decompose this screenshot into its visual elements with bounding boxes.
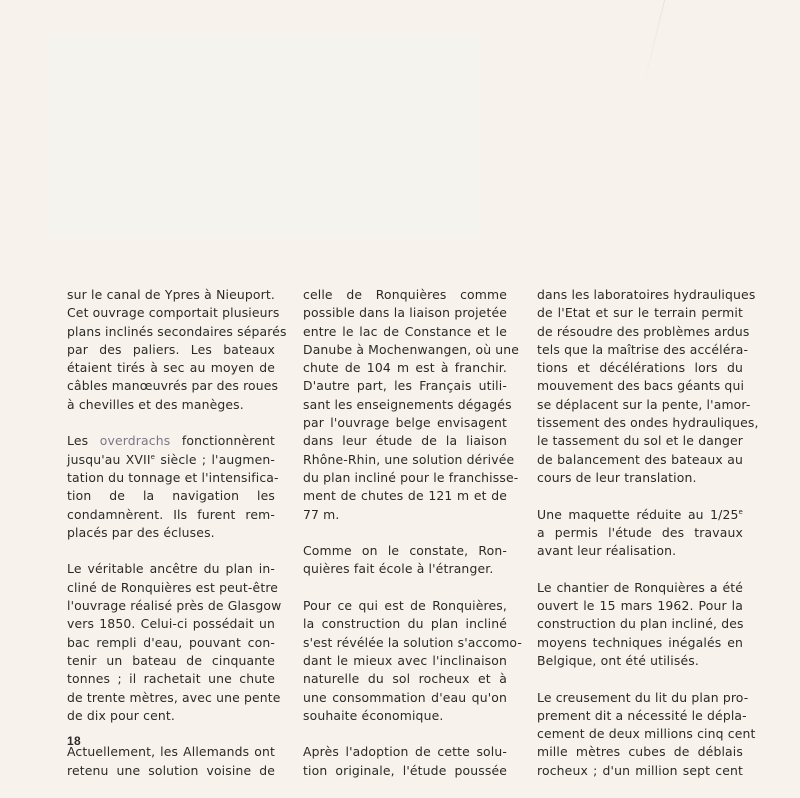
text-line: ouvert le 15 mars 1962. Pour la [537, 598, 743, 614]
text-line: étaient tirés à sec au moyen de [67, 360, 275, 376]
text-line: cours de leur translation. [537, 469, 697, 485]
text-run: jusqu'au XVII [67, 451, 151, 467]
text-line: a permis l'étude des travaux [537, 524, 743, 540]
text-line: celle de Ronquières comme [303, 287, 507, 302]
text-line: quières fait école à l'étranger. [303, 561, 494, 577]
text-line: rocheux ; d'un million sept cent [537, 762, 743, 778]
text-column-left [67, 286, 287, 798]
text-line: se déplacent sur la pente, l'amor- [537, 396, 751, 412]
text-line: par l'ouvrage belge envisagent [303, 415, 507, 431]
paragraph [537, 689, 756, 780]
text-line: de résoudre des problèmes ardus [537, 323, 750, 339]
text-line: Le véritable ancêtre du plan in- [67, 561, 275, 577]
text-line: Rhône-Rhin, une solution dérivée [303, 451, 515, 467]
text-line: moyens techniques inégalés en [537, 634, 743, 650]
text-line: entre le lac de Constance et le [303, 323, 507, 339]
text-line: à chevilles et des manèges. [67, 396, 244, 412]
paragraph [67, 286, 287, 414]
text-line: de l'Etat et sur le terrain permit [537, 305, 743, 321]
text-line: sant les enseignements dégagés [303, 396, 512, 412]
text-run: fonctionnèrent [170, 433, 275, 449]
text-line: 77 m. [303, 506, 340, 522]
text-line: tions et décélérations lors du [537, 360, 743, 376]
text-run: siècle ; l'augmen- [155, 451, 275, 467]
text-line: tissement des ondes hydrauliques, [537, 415, 759, 431]
text-line: tenir un bateau de cinquante [67, 652, 275, 668]
text-line: dant le mieux avec l'inclinaison [303, 652, 507, 668]
text-line: dans les laboratoires hydrauliques [537, 287, 756, 302]
paragraph [303, 286, 520, 524]
text-line [537, 506, 743, 524]
text-line: s'est révélée la solution s'accomo- [303, 634, 523, 650]
text-line: tion originale, l'étude poussée [303, 762, 507, 778]
text-line: bac rempli d'eau, pouvant con- [67, 634, 275, 650]
text-line: Pour ce qui est de Ronquières, [303, 598, 507, 614]
text-line: tels que la maîtrise des accéléra- [537, 341, 749, 357]
text-line: cliné de Ronquières est peut-être [67, 579, 279, 595]
text-line: tation du tonnage et l'intensifica- [67, 469, 279, 485]
text-line: Danube à Mochenwangen, où une [303, 341, 520, 357]
text-line: Belgique, ont été utilisés. [537, 652, 699, 668]
text-line: une consommation d'eau qu'on [303, 689, 507, 705]
text-line: possible dans la liaison projetée [303, 305, 507, 321]
text-line: prement dit a nécessité le dépla- [537, 707, 747, 723]
paragraph [537, 286, 759, 487]
text-line: Le creusement du lit du plan pro- [537, 689, 749, 705]
text-line: l'ouvrage réalisé près de Glasgow [67, 598, 282, 614]
text-line: de dix pour cent. [67, 707, 175, 723]
text-line: Le chantier de Ronquières a été [537, 579, 743, 595]
text-line: tion de la navigation les [67, 488, 275, 504]
paragraph-overdrachs [67, 432, 279, 542]
text-line [67, 432, 275, 450]
paragraph [303, 743, 507, 780]
paragraph [67, 743, 275, 780]
text-line: placés par des écluses. [67, 524, 215, 540]
text-line: tonnes ; il rachetait une chute [67, 671, 275, 687]
text-line: souhaite économique. [303, 707, 444, 723]
paragraph-rest [67, 469, 279, 542]
text-line [67, 451, 275, 469]
paragraph-rest [537, 524, 743, 561]
paragraph [537, 579, 743, 670]
text-line: la construction du plan incliné [303, 616, 507, 632]
superscript: e [738, 507, 743, 516]
text-column-right [537, 286, 759, 798]
text-line: ment de chutes de 121 m et de [303, 488, 507, 504]
text-line: construction du plan incliné, des [537, 616, 744, 632]
text-line: du plan incliné pour le franchisse- [303, 469, 519, 485]
print-area-shade [46, 36, 482, 236]
text-line: le tassement du sol et le danger [537, 433, 743, 449]
text-line: condamnèrent. Ils furent rem- [67, 506, 275, 522]
text-line: chute de 104 m est à franchir. [303, 360, 507, 376]
text-line: cement de deux millions cinq cent [537, 726, 756, 742]
term-overdrachs: overdrachs [99, 433, 171, 449]
page-number: 18 [67, 734, 81, 748]
text-line: de trente mètres, avec une pente [67, 689, 281, 705]
text-line: D'autre part, les Français utili- [303, 378, 507, 394]
text-line: câbles manœuvrés par des roues [67, 378, 279, 394]
text-line: Après l'adoption de cette solu- [303, 744, 507, 760]
text-line: retenu une solution voisine de [67, 762, 275, 778]
paragraph-maquette [537, 506, 743, 561]
text-line: plans inclinés secondaires séparés [67, 323, 287, 339]
text-line: vers 1850. Celui-ci possédait un [67, 616, 275, 632]
text-run: Les [67, 433, 100, 449]
text-line: naturelle du sol rocheux et à [303, 671, 507, 687]
paragraph [303, 597, 523, 725]
text-line: de balancement des bateaux au [537, 451, 743, 467]
text-line: mouvement des bacs géants qui [537, 378, 745, 394]
text-line: sur le canal de Ypres à Nieuport. [67, 287, 275, 302]
text-line: avant leur réalisation. [537, 543, 677, 559]
superscript: e [150, 452, 156, 461]
text-line: Actuellement, les Allemands ont [67, 744, 275, 760]
paragraph [67, 560, 282, 725]
paper-crease [642, 0, 665, 90]
text-line: dans leur étude de la liaison [303, 433, 507, 449]
text-run: Une maquette réduite au 1/25 [537, 506, 739, 522]
text-line: Comme on le constate, Ron- [303, 543, 507, 559]
text-column-middle [303, 286, 523, 798]
text-line: Cet ouvrage comportait plusieurs [67, 305, 280, 321]
text-line: mille mètres cubes de déblais [537, 744, 743, 760]
text-line: par des paliers. Les bateaux [67, 341, 275, 357]
paragraph [303, 542, 507, 579]
